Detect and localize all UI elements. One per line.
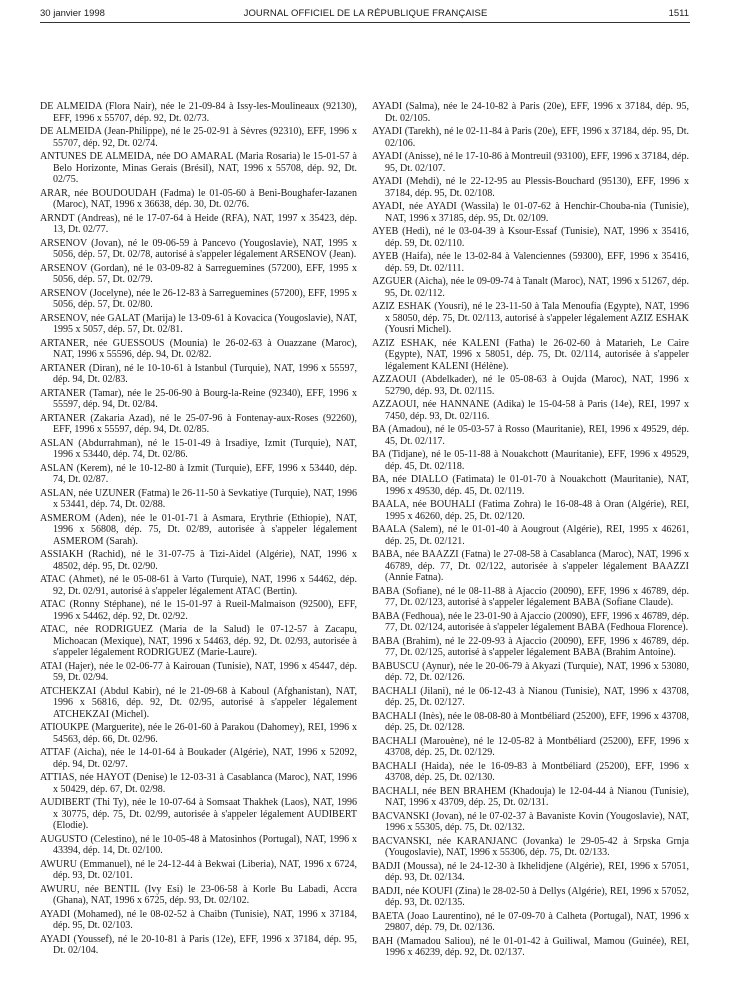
register-entry: BADJI (Moussa), né le 24-12-30 à Ikhelidjene (Algérie), REI, 1996 x 57051, dép. 93, Dt. 02/134. (372, 860, 689, 883)
register-entry: BABA (Fedhoua), née le 23-01-90 à Ajaccio (20090), EFF, 1996 x 46789, dép. 77, Dt. 02/124, autorisée à s'appeler légalement BABA (Fedhoua Florence). (372, 610, 689, 633)
register-entry: BACHALI (Inès), née le 08-08-80 à Montbéliard (25200), EFF, 1996 x 43708, dép. 25, Dt. 02/128. (372, 710, 689, 733)
register-entry: ARNDT (Andreas), né le 17-07-64 à Heide (RFA), NAT, 1997 x 35423, dép. 13, Dt. 02/77. (40, 212, 357, 235)
register-entry: AYEB (Haifa), née le 13-02-84 à Valenciennes (59300), EFF, 1996 x 35416, dép. 59, Dt. 02/111. (372, 251, 689, 274)
register-entry: BACHALI (Jilani), né le 06-12-43 à Nianou (Tunisie), NAT, 1996 x 43708, dép. 25, Dt. 02/127. (372, 685, 689, 708)
header-title: JOURNAL OFFICIEL DE LA RÉPUBLIQUE FRANÇAISE (243, 8, 488, 19)
register-entry: BABA (Brahim), né le 22-09-93 à Ajaccio (20090), EFF, 1996 x 46789, dép. 77, Dt. 02/125, autorisé à s'appeler légalement BABA (Brahim Antoine). (372, 635, 689, 658)
register-entry: AZZAOUI, née HANNANE (Adika) le 15-04-58 à Paris (14e), REI, 1997 x 7450, dép. 93, Dt. 02/116. (372, 399, 689, 422)
register-entry: AUGUSTO (Celestino), né le 10-05-48 à Matosinhos (Portugal), NAT, 1996 x 43394, dép. 14, Dt. 02/100. (40, 833, 357, 856)
register-entry: AYADI (Tarekh), né le 02-11-84 à Paris (20e), EFF, 1996 x 37184, dép. 95, Dt. 02/106. (372, 126, 689, 149)
register-entry: BACHALI, née BEN BRAHEM (Khadouja) le 12-04-44 à Nianou (Tunisie), NAT, 1996 x 43709, dép. 25, Dt. 02/131. (372, 785, 689, 808)
register-entry: AUDIBERT (Thi Ty), née le 10-07-64 à Somsaat Thakhek (Laos), NAT, 1996 x 30775, dép. 75, Dt. 02/99, autorisée à s'appeler légalement AUDIBERT (Elodie). (40, 797, 357, 831)
register-entry: ARAR, née BOUDOUDAH (Fadma) le 01-05-60 à Beni-Boughafer-Iazanen (Maroc), NAT, 1996 x 36638, dép. 30, Dt. 02/76. (40, 187, 357, 210)
register-entry: ARTANER (Zakaria Azad), né le 25-07-96 à Fontenay-aux-Roses (92260), EFF, 1996 x 55597, dép. 94, Dt. 02/85. (40, 412, 357, 435)
register-entry: ATAC (Ahmet), né le 05-08-61 à Varto (Turquie), NAT, 1996 x 54462, dép. 92, Dt. 02/91, autorisé à s'appeler légalement ATAC (Bertin). (40, 574, 357, 597)
register-entry: ASLAN (Abdurrahman), né le 15-01-49 à Irsadiye, Izmit (Turquie), NAT, 1996 x 53440, dép. 74, Dt. 02/86. (40, 437, 357, 460)
register-entry: ARTANER (Diran), né le 10-10-61 à Istanbul (Turquie), NAT, 1996 x 55597, dép. 94, Dt. 02/83. (40, 362, 357, 385)
register-entry: BA, née DIALLO (Fatimata) le 01-01-70 à Nouakchott (Mauritanie), NAT, 1996 x 49530, dép. 45, Dt. 02/119. (372, 474, 689, 497)
register-entry: BACHALI (Marouène), né le 12-05-82 à Montbéliard (25200), EFF, 1996 x 43708, dép. 25, Dt. 02/129. (372, 735, 689, 758)
register-entry: ARSENOV, née GALAT (Marija) le 13-09-61 à Kovacica (Yougoslavie), NAT, 1995 x 5057, dép. 57, Dt. 02/81. (40, 312, 357, 335)
register-entry: BACHALI (Haida), née le 16-09-83 à Montbéliard (25200), EFF, 1996 x 43708, dép. 25, Dt. 02/130. (372, 760, 689, 783)
right-column (372, 101, 689, 961)
register-entry: AYEB (Hedi), né le 03-04-39 à Ksour-Essaf (Tunisie), NAT, 1996 x 35416, dép. 59, Dt. 02/110. (372, 226, 689, 249)
register-entry: BABA (Sofiane), né le 08-11-88 à Ajaccio (20090), EFF, 1996 x 46789, dép. 77, Dt. 02/123, autorisé à s'appeler légalement BABA (Sofiane Claude). (372, 585, 689, 608)
register-entry: AWURU, née BENTIL (Ivy Esi) le 23-06-58 à Korle Bu Labadi, Accra (Ghana), NAT, 1996 x 6725, dép. 93, Dt. 02/102. (40, 883, 357, 906)
register-entry: BABUSCU (Aynur), née le 20-06-79 à Akyazi (Turquie), NAT, 1996 x 53080, dép. 72, Dt. 02/126. (372, 660, 689, 683)
register-entry: AZIZ ESHAK (Yousri), né le 23-11-50 à Tala Menoufia (Egypte), NAT, 1996 x 58050, dép. 75, Dt. 02/113, autorisé à s'appeler légalement AZIZ ESHAK (Yousri Michel). (372, 301, 689, 335)
register-entry: AZZAOUI (Abdelkader), né le 05-08-63 à Oujda (Maroc), NAT, 1996 x 52790, dép. 93, Dt. 02/115. (372, 374, 689, 397)
register-entry: AYADI, née AYADI (Wassila) le 01-07-62 à Henchir-Chouba-nia (Tunisie), NAT, 1996 x 37185, dép. 95, Dt. 02/109. (372, 201, 689, 224)
register-entry: AYADI (Salma), née le 24-10-82 à Paris (20e), EFF, 1996 x 37184, dép. 95, Dt. 02/105. (372, 101, 689, 124)
register-entry: ATIOUKPE (Marguerite), née le 26-01-60 à Parakou (Dahomey), REI, 1996 x 54563, dép. 66, Dt. 02/96. (40, 722, 357, 745)
register-entry: ATAC (Ronny Stéphane), né le 15-01-97 à Rueil-Malmaison (92500), EFF, 1996 x 54462, dép. 92, Dt. 02/92. (40, 599, 357, 622)
register-entry: ATCHEKZAI (Abdul Kabir), né le 21-09-68 à Kaboul (Afghanistan), NAT, 1996 x 56816, dép. 92, Dt. 02/95, autorisé à s'appeler légalement ATCHEKZAI (Michel). (40, 685, 357, 720)
page-header (0, 0, 731, 24)
register-entry: ARTANER, née GUESSOUS (Mounia) le 26-02-63 à Ouazzane (Maroc), NAT, 1996 x 55596, dép. 94, Dt. 02/82. (40, 337, 357, 360)
register-entry: AZGUER (Aicha), née le 09-09-74 à Tanalt (Maroc), NAT, 1996 x 51267, dép. 95, Dt. 02/112. (372, 276, 689, 299)
register-entry: AYADI (Youssef), né le 20-10-81 à Paris (12e), EFF, 1996 x 37184, dép. 95, Dt. 02/104. (40, 933, 357, 956)
register-entry: BAALA, née BOUHALI (Fatima Zohra) le 16-08-48 à Oran (Algérie), REI, 1995 x 46260, dép. 25, Dt. 02/120. (372, 499, 689, 522)
register-entry: AZIZ ESHAK, née KALENI (Fatha) le 26-02-60 à Matarieh, Le Caire (Egypte), NAT, 1996 x 58051, dép. 75, Dt. 02/114, autorisée à s'appeler légalement KALENI (Hélène). (372, 337, 689, 372)
register-entry: BA (Amadou), né le 05-03-57 à Rosso (Mauritanie), REI, 1996 x 49529, dép. 45, Dt. 02/117. (372, 424, 689, 447)
register-entry: ARSENOV (Jocelyne), née le 26-12-83 à Sarreguemines (57200), EFF, 1995 x 5056, dép. 57, Dt. 02/80. (40, 287, 357, 310)
register-entry: BA (Tidjane), né le 05-11-88 à Nouakchott (Mauritanie), EFF, 1996 x 49529, dép. 45, Dt. 02/118. (372, 449, 689, 472)
header-rule (40, 22, 690, 23)
left-column (40, 101, 357, 959)
register-entry: ASLAN, née UZUNER (Fatma) le 26-11-50 à Sevkatiye (Turquie), NAT, 1996 x 53441, dép. 74, Dt. 02/88. (40, 487, 357, 510)
register-entry: DE ALMEIDA (Jean-Philippe), né le 25-02-91 à Sèvres (92310), EFF, 1996 x 55707, dép. 92, Dt. 02/74. (40, 126, 357, 149)
register-entry: BAALA (Salem), né le 01-01-40 à Aougrout (Algérie), REI, 1995 x 46261, dép. 25, Dt. 02/121. (372, 524, 689, 547)
register-entry: ARTANER (Tamar), née le 25-06-90 à Bourg-la-Reine (92340), EFF, 1996 x 55597, dép. 94, Dt. 02/84. (40, 387, 357, 410)
register-entry: BACVANSKI, née KARANJANC (Jovanka) le 29-05-42 à Srpska Grnja (Yougoslavie), NAT, 1996 x 55306, dép. 75, Dt. 02/133. (372, 835, 689, 858)
register-entry: BACVANSKI (Jovan), né le 07-02-37 à Bavaniste Kovin (Yougoslavie), NAT, 1996 x 55305, dép. 75, Dt. 02/132. (372, 810, 689, 833)
register-entry: AWURU (Emmanuel), né le 24-12-44 à Bekwai (Liberia), NAT, 1996 x 6724, dép. 93, Dt. 02/101. (40, 858, 357, 881)
register-entry: ARSENOV (Jovan), né le 09-06-59 à Pancevo (Yougoslavie), NAT, 1995 x 5056, dép. 57, Dt. 02/78, autorisé à s'appeler légalement ARSENOV (Jean). (40, 237, 357, 260)
register-entry: ATTIAS, née HAYOT (Denise) le 12-03-31 à Casablanca (Maroc), NAT, 1996 x 50429, dép. 67, Dt. 02/98. (40, 772, 357, 795)
register-entry: ASLAN (Kerem), né le 10-12-80 à Izmit (Turquie), EFF, 1996 x 53440, dép. 74, Dt. 02/87. (40, 462, 357, 485)
register-entry: BADJI, née KOUFI (Zina) le 28-02-50 à Dellys (Algérie), REI, 1996 x 57052, dép. 93, Dt. 02/135. (372, 885, 689, 908)
register-entry: ASSIAKH (Rachid), né le 31-07-75 à Tizi-Aidel (Algérie), NAT, 1996 x 48502, dép. 95, Dt. 02/90. (40, 549, 357, 572)
register-entry: ATAI (Hajer), née le 02-06-77 à Kairouan (Tunisie), NAT, 1996 x 45447, dép. 59, Dt. 02/94. (40, 660, 357, 683)
register-entry: AYADI (Anisse), né le 17-10-86 à Montreuil (93100), EFF, 1996 x 37184, dép. 95, Dt. 02/107. (372, 151, 689, 174)
register-entry: DE ALMEIDA (Flora Nair), née le 21-09-84 à Issy-les-Moulineaux (92130), EFF, 1996 x 55707, dép. 92, Dt. 02/73. (40, 101, 357, 124)
register-entry: ATAC, née RODRIGUEZ (Maria de la Salud) le 07-12-57 à Zacapu, Michoacan (Mexique), NAT, 1996 x 54463, dép. 92, Dt. 02/93, autorisée à s'appeler légalement RODRIGUEZ (Marie-Laure). (40, 624, 357, 658)
register-entry: AYADI (Mehdi), né le 22-12-95 au Plessis-Bouchard (95130), EFF, 1996 x 37184, dép. 95, Dt. 02/108. (372, 176, 689, 199)
register-entry: BAH (Mamadou Saliou), né le 01-01-42 à Guiliwal, Mamou (Guinée), REI, 1996 x 46239, dép. 92, Dt. 02/137. (372, 935, 689, 958)
register-entry: BAETA (Joao Laurentino), né le 07-09-70 à Calheta (Portugal), NAT, 1996 x 29807, dép. 79, Dt. 02/136. (372, 910, 689, 933)
header-date: 30 janvier 1998 (40, 8, 105, 19)
register-entry: ARSENOV (Gordan), né le 03-09-82 à Sarreguemines (57200), EFF, 1995 x 5056, dép. 57, Dt. 02/79. (40, 262, 357, 285)
page-number: 1511 (668, 8, 689, 19)
register-entry: BABA, née BAAZZI (Fatna) le 27-08-58 à Casablanca (Maroc), NAT, 1996 x 46789, dép. 77, Dt. 02/122, autorisée à s'appeler légalement BAAZZI (Annie Fatna). (372, 549, 689, 583)
register-entry: ANTUNES DE ALMEIDA, née DO AMARAL (Maria Rosaria) le 15-01-57 à Belo Horizonte, Minas Gerais (Brésil), NAT, 1996 x 55708, dép. 92, Dt. 02/75. (40, 151, 357, 185)
register-entry: ATTAF (Aicha), née le 14-01-64 à Boukader (Algérie), NAT, 1996 x 52092, dép. 94, Dt. 02/97. (40, 747, 357, 770)
register-entry: AYADI (Mohamed), né le 08-02-52 à Chaibn (Tunisie), NAT, 1996 x 37184, dép. 95, Dt. 02/103. (40, 908, 357, 931)
register-entry: ASMEROM (Aden), née le 01-01-71 à Asmara, Erythrie (Ethiopie), NAT, 1996 x 56808, dép. 75, Dt. 02/89, autorisée à s'appeler légalement ASMEROM (Sarah). (40, 512, 357, 547)
